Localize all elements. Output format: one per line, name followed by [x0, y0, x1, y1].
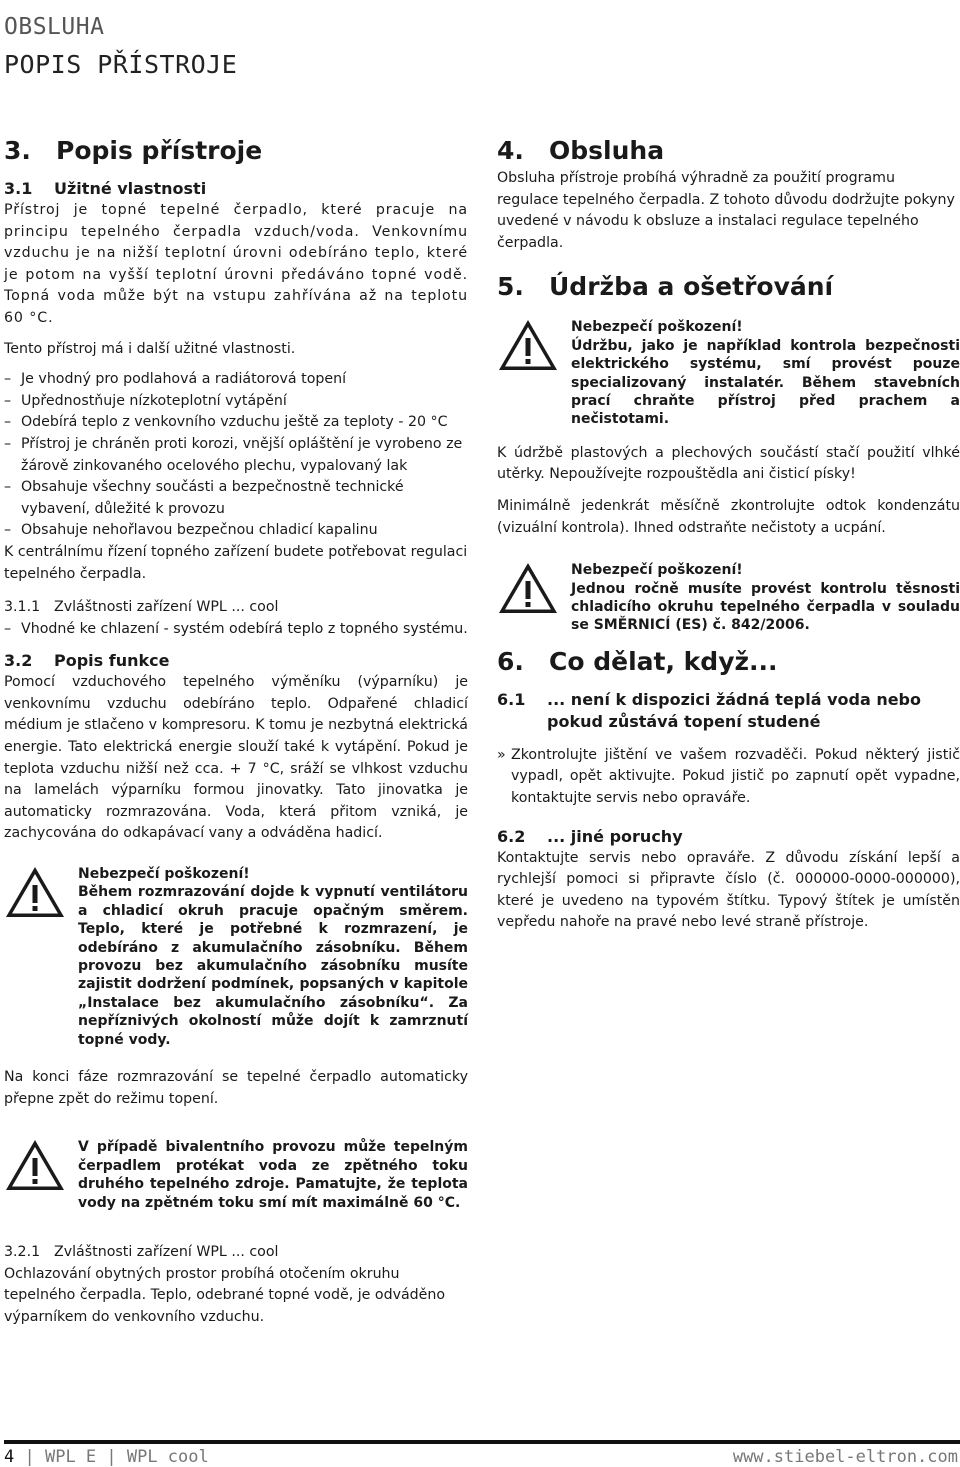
- list-item: – Upřednostňuje nízkoteplotní vytápění: [4, 391, 468, 413]
- paragraph: K údržbě plastových a plechových součástí stačí použití vlhké utěrky. Nepoužívejte rozpouštědla ani čisticí písky!: [497, 444, 960, 483]
- warning-title: Nebezpečí poškození!: [78, 866, 250, 883]
- warning-text: Během rozmrazování dojde k vypnutí ventilátoru a chladicí okruh pracuje opačným směrem. Teplo, které je potřebné k rozmrazení, je odebíráno z akumulačního zásobníku. Během provozu bez akumulačního zásobníku musíte zajistit dodržení podmínek, popsaných v kapitole „Instalace bez akumulačního zásobníku“. Za nepříznivých okolností může dojít k zamrznutí topné vody.: [78, 884, 468, 1048]
- warning-title: Nebezpečí poškození!: [571, 562, 743, 579]
- section-number: 6.1: [497, 689, 526, 709]
- header-page-title: POPIS PŘÍSTROJE: [4, 50, 238, 79]
- section-3-1-heading: [4, 178, 468, 200]
- section-number: 5.: [497, 272, 524, 302]
- list-item: – Obsahuje nehořlavou bezpečnou chladicí kapalinu: [4, 520, 468, 542]
- cool-features-list: [4, 619, 468, 641]
- warning-triangle-icon: [497, 561, 559, 620]
- paragraph: Minimálně jedenkrát měsíčně zkontrolujte odtok kondenzátu (vizuální kontrola). Ihned odstraňte nečistoty a ucpání.: [497, 498, 960, 536]
- list-item: – Vhodné ke chlazení - systém odebírá teplo z topného systému.: [4, 619, 468, 641]
- warning-triangle-icon: [4, 865, 66, 924]
- section-title: Údržba a ošetřování: [549, 272, 834, 302]
- section-title: ... jiné poruchy: [547, 826, 683, 846]
- warning-box: [497, 318, 960, 428]
- warning-triangle-icon: [497, 318, 559, 377]
- section-3-2-1-heading: [4, 1242, 468, 1264]
- section-5-heading: [497, 270, 960, 304]
- paragraph: Přístroj je topné tepelné čerpadlo, které pracuje na principu tepelného čerpadla vzduch/voda. Venkovnímu vzduchu je na nižší teplotní úrovni odebíráno teplo, které je potom na vyšší teplotní úrovni předáváno topné vodě. Topná voda může být na vstupu zahřívána až na teplotu 60 °C.: [4, 202, 468, 326]
- list-item: – Obsahuje všechny součásti a bezpečnostně technické vybavení, důležité k provozu: [4, 477, 468, 520]
- instruction-item: » Zkontrolujte jištění ve vašem rozvaděči. Pokud některý jistič vypadl, opět aktivujte. Pokud jistič po zapnutí opět vypadne, kontaktujte servis nebo opraváře.: [497, 745, 960, 810]
- section-6-2-heading: [497, 826, 960, 848]
- warning-text: V případě bivalentního provozu může tepelným čerpadlem protékat voda ze zpětného toku druhého tepelného zdroje. Pamatujte, že teplota vody na zpětném toku smí mít maximálně 60 °C.: [78, 1139, 468, 1211]
- list-item: – Přístroj je chráněn proti korozi, vnější opláštění je vyrobeno ze žárově zinkovaného ocelového plechu, vypalovaný lak: [4, 434, 468, 477]
- left-column: [4, 134, 468, 1328]
- section-number: 3.2: [4, 651, 33, 671]
- warning-box: [497, 561, 960, 635]
- section-title: Obsluha: [549, 136, 665, 165]
- section-title: Popis přístroje: [56, 136, 263, 165]
- footer-left: [4, 1447, 209, 1467]
- warning-text: Jednou ročně musíte provést kontrolu těsnosti chladicího okruhu tepelného čerpadla v souladu se SMĚRNICÍ (ES) č. 842/2006.: [571, 580, 960, 634]
- section-3-heading: [4, 134, 468, 168]
- warning-title: Nebezpečí poškození!: [571, 319, 743, 336]
- right-column: [497, 134, 960, 934]
- section-number: 3.: [4, 136, 31, 165]
- paragraph: Kontaktujte servis nebo opraváře. Z důvodu získání lepší a rychlejší pomoci si připravte číslo (č. 000000-0000-000000), které je uvedeno na typovém štítku. Typový štítek je umístěn vepředu nahoře na pravé nebo levé straně přístroje.: [497, 849, 960, 931]
- section-title: ... není k dispozici žádná teplá voda nebo pokud zůstává topení studené: [547, 689, 921, 731]
- paragraph: Na konci fáze rozmrazování se tepelné čerpadlo automaticky přepne zpět do režimu topení.: [4, 1069, 468, 1107]
- warning-box: [4, 865, 468, 1049]
- section-number: 3.2.1: [4, 1243, 41, 1260]
- section-title: Co dělat, když...: [549, 646, 778, 676]
- section-6-1-heading: [497, 689, 960, 733]
- list-item: – Je vhodný pro podlahová a radiátorová topení: [4, 369, 468, 391]
- footer-models: | WPL E | WPL cool: [24, 1447, 209, 1467]
- section-number: 6.: [497, 646, 524, 676]
- section-title: Popis funkce: [54, 651, 170, 671]
- footer-url[interactable]: www.stiebel-eltron.com: [732, 1447, 958, 1467]
- section-title: Zvláštnosti zařízení WPL ... cool: [54, 1243, 279, 1260]
- section-number: 3.1: [4, 179, 33, 198]
- section-title: Užitné vlastnosti: [54, 179, 207, 198]
- warning-triangle-icon: [4, 1138, 66, 1197]
- section-3-2-heading: [4, 650, 468, 672]
- header-section-label: OBSLUHA: [4, 14, 105, 40]
- footer-rule: [4, 1440, 960, 1444]
- section-number: 3.1.1: [4, 599, 41, 616]
- warning-box: [4, 1138, 468, 1212]
- section-number: 4.: [497, 136, 524, 165]
- warning-text: Údržbu, jako je například kontrola bezpečnosti elektrického systému, smí provést pouze specializovaný instalatér. Během stavebních prací chraňte přístroj před prachem a nečistotami.: [571, 337, 960, 428]
- section-4-heading: [497, 134, 960, 168]
- paragraph: Ochlazování obytných prostor probíhá otočením okruhu tepelného čerpadla. Teplo, odebrané topné vodě, je odváděno výparníkem do venkovního vzduchu.: [4, 1265, 446, 1325]
- paragraph: Pomocí vzduchového tepelného výměníku (výparníku) je venkovnímu vzduchu odebíráno teplo. Odpařené chladicí médium je stlačeno v kompresoru. K tomu je nezbytná elektrická energie. Tato elektrická energie slouží také k vytápění. Pokud je teplota vzduchu nižší než cca. + 7 °C, sráží se vlhkost vzduchu na lamelách výparníku formou jinovatky. Tato jinovatka je automaticky rozmrazována. Voda, která přitom vzniká, je zachycována do odkapávací vany a odváděna hadicí.: [4, 674, 468, 842]
- section-3-1-1-heading: [4, 597, 468, 619]
- paragraph: K centrálnímu řízení topného zařízení budete potřebovat regulaci tepelného čerpadla.: [4, 543, 468, 582]
- page-number: 4: [4, 1447, 15, 1467]
- paragraph: Obsluha přístroje probíhá výhradně za použití programu regulace tepelného čerpadla. Z tohoto důvodu dodržujte pokyny uvedené v návodu k obsluze a instalaci regulace tepelného čerpadla.: [497, 170, 955, 251]
- list-item: – Odebírá teplo z venkovního vzduchu ještě za teploty - 20 °C: [4, 412, 468, 434]
- section-number: 6.2: [497, 826, 526, 846]
- section-6-heading: [497, 645, 960, 679]
- section-title: Zvláštnosti zařízení WPL ... cool: [54, 599, 279, 616]
- features-list: [4, 369, 468, 542]
- paragraph: Tento přístroj má i další užitné vlastnosti.: [4, 340, 296, 357]
